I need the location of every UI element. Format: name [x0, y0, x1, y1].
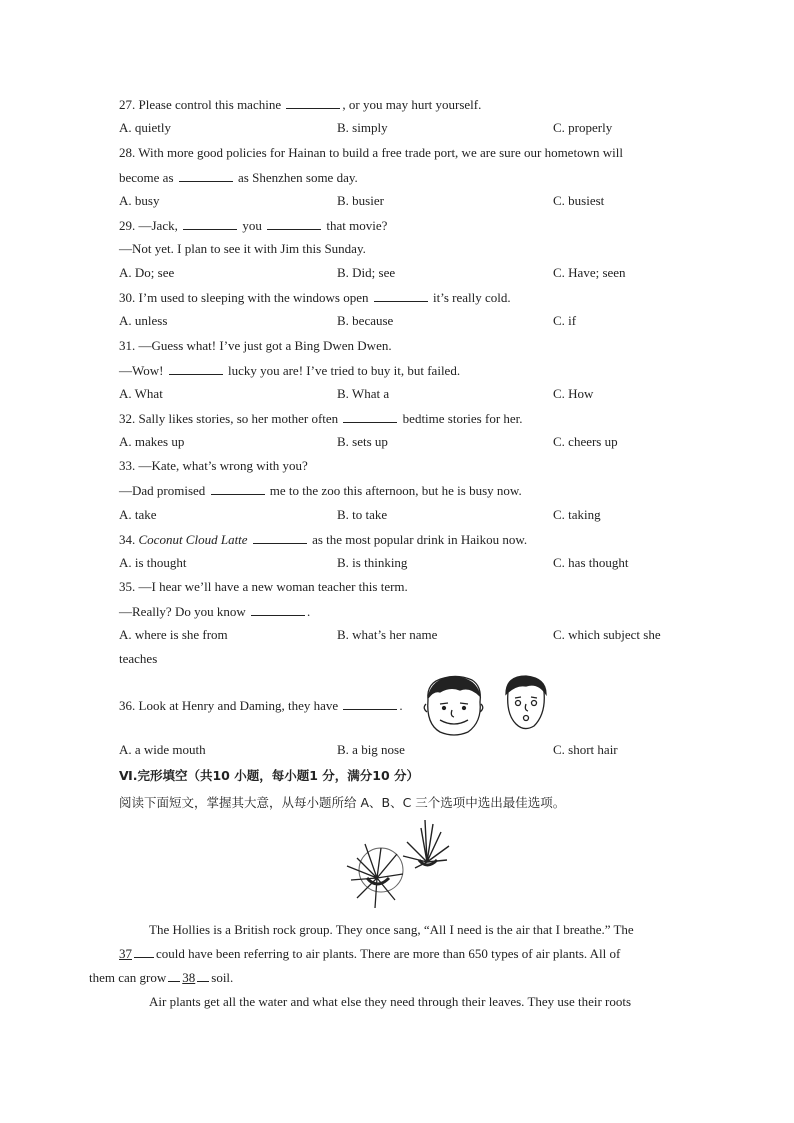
blank-37: 37 [119, 946, 132, 961]
answer-blank [179, 169, 233, 182]
answer-blank [169, 362, 223, 375]
option-a: A. What [119, 386, 163, 401]
option-c: C. short hair [553, 742, 618, 757]
option-c: C. cheers up [553, 434, 618, 449]
air-plant-right [403, 820, 449, 868]
section-title: Ⅵ.完形填空（共10 小题，每小题1 分，满分10 分） [119, 768, 420, 783]
answer-blank [343, 410, 397, 423]
option-c: C. taking [553, 507, 601, 522]
question-29: 29. —Jack, you that movie? [119, 218, 388, 233]
option-a: A. take [119, 507, 157, 522]
answer-blank [211, 482, 265, 495]
question-30: 30. I’m used to sleeping with the windows open it’s really cold. [119, 290, 511, 305]
option-a: A. quietly [119, 120, 171, 135]
question-33: 33. —Kate, what’s wrong with you? [119, 458, 308, 473]
daming-face [506, 676, 546, 729]
option-a: A. a wide mouth [119, 742, 206, 757]
option-a: A. Do; see [119, 265, 175, 280]
option-b: B. is thinking [337, 555, 408, 570]
option-c: C. if [553, 313, 577, 328]
option-a: A. where is she from [119, 627, 228, 642]
air-plant-left [347, 844, 403, 908]
question-27: 27. Please control this machine , or you may hurt yourself. [119, 97, 482, 112]
question-32: 32. Sally likes stories, so her mother often bedtime stories for her. [119, 411, 523, 426]
option-c: C. How [553, 386, 594, 401]
question-31-line2: —Wow! lucky you are! I’ve tried to buy it, but failed. [119, 363, 461, 378]
option-a: A. busy [119, 193, 160, 208]
air-plant-illustration [337, 818, 457, 914]
option-c: C. properly [553, 120, 613, 135]
passage-paragraph-1: The Hollies is a British rock group. They once sang, “All I need is the air that I breathe.” The 37 could have been referring to air plants. There are more than 650 types of air plants. All of them can grow 38 soil. [89, 922, 634, 985]
option-a: A. makes up [119, 434, 185, 449]
option-b: B. simply [337, 120, 388, 135]
option-c: C. which subject she [553, 627, 661, 642]
passage-paragraph-2: Air plants get all the water and what else they need through their leaves. They use their roots [149, 994, 632, 1009]
answer-blank [343, 697, 397, 710]
option-b: B. What a [337, 386, 390, 401]
question-29-line2: —Not yet. I plan to see it with Jim this Sunday. [119, 241, 366, 256]
option-c: C. has thought [553, 555, 629, 570]
question-35-line2: —Really? Do you know . [119, 604, 311, 619]
answer-blank [286, 96, 340, 109]
section-instruction: 阅读下面短文，掌握其大意，从每小题所给 A、B、C 三个选项中选出最佳选项。 [119, 795, 566, 810]
option-b: B. because [337, 313, 394, 328]
option-a: A. unless [119, 313, 168, 328]
option-c-wrap: teaches [119, 651, 158, 666]
blank-38: 38 [182, 970, 196, 985]
question-36: 36. Look at Henry and Daming, they have . [119, 698, 403, 713]
option-b: B. busier [337, 193, 384, 208]
option-b: B. what’s her name [337, 627, 438, 642]
answer-blank [267, 217, 321, 230]
option-a: A. is thought [119, 555, 187, 570]
answer-blank [253, 531, 307, 544]
faces-illustration [420, 672, 555, 742]
option-b: B. to take [337, 507, 388, 522]
question-number: 27. [119, 97, 136, 112]
question-35: 35. —I hear we’ll have a new woman teacher this term. [119, 579, 408, 594]
answer-blank [251, 603, 305, 616]
option-b: B. Did; see [337, 265, 396, 280]
question-31: 31. —Guess what! I’ve just got a Bing Dwen Dwen. [119, 338, 392, 353]
answer-blank [374, 289, 428, 302]
option-c: C. Have; seen [553, 265, 626, 280]
question-34: 34. Coconut Cloud Latte as the most popular drink in Haikou now. [119, 532, 528, 547]
question-33-line2: —Dad promised me to the zoo this afternoon, but he is busy now. [119, 483, 522, 498]
question-28-line2: become as as Shenzhen some day. [119, 170, 358, 185]
question-28: 28. With more good policies for Hainan to build a free trade port, we are sure our hometown will [119, 145, 623, 160]
henry-face [424, 676, 483, 735]
answer-blank [183, 217, 237, 230]
option-b: B. sets up [337, 434, 388, 449]
option-b: B. a big nose [337, 742, 405, 757]
option-c: C. busiest [553, 193, 605, 208]
